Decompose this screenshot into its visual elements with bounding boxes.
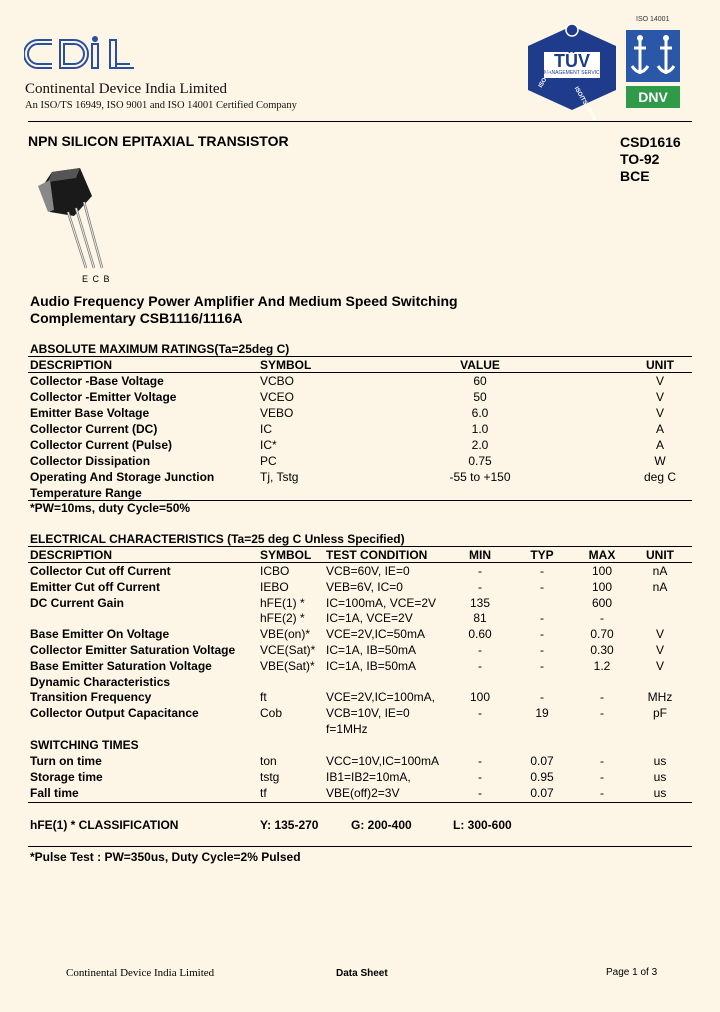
row-symbol: VBE(Sat)* [260, 658, 315, 673]
row-unit: nA [652, 579, 668, 594]
pin-labels: E C B [82, 274, 111, 284]
row-min: 100 [469, 690, 491, 705]
characteristic-row [0, 721, 720, 737]
tuv-iso16949: ISO/TS 16949 [572, 86, 598, 122]
row-max: - [600, 706, 604, 721]
abs-max-row [0, 453, 720, 469]
row-value: -55 to +150 [449, 470, 511, 484]
row-description: Base Emitter Saturation Voltage [30, 658, 212, 673]
row-description: Collector Cut off Current [30, 564, 171, 578]
abs-max-header-row [0, 357, 720, 373]
abs-max-row [0, 421, 720, 437]
footer-company: Continental Device India Limited [66, 967, 215, 979]
row-typ: 0.07 [530, 785, 554, 800]
row-symbol: hFE(2) * [260, 611, 305, 626]
classification-y: Y: 135-270 [260, 818, 319, 832]
row-description: Collector -Emitter Voltage [30, 390, 177, 404]
row-min: - [478, 579, 482, 594]
row-max: 0.30 [590, 643, 614, 657]
abs-max-row [0, 485, 720, 501]
row-symbol: Cob [260, 706, 283, 721]
row-test-condition: VEB=6V, IC=0 [326, 579, 403, 594]
row-test-condition: VCC=10V,IC=100mA [326, 754, 439, 768]
row-unit: W [654, 454, 666, 468]
row-symbol: IC [260, 422, 272, 436]
characteristic-row [0, 689, 720, 705]
row-test-condition: IC=1A, IB=50mA [326, 658, 417, 673]
col-max: MAX [588, 548, 616, 562]
row-description: Transition Frequency [30, 690, 152, 705]
part-number: CSD1616 [620, 134, 681, 150]
classification-g: G: 200-400 [351, 818, 412, 832]
row-min: - [478, 643, 482, 657]
row-max: - [600, 611, 604, 626]
col-description: DESCRIPTION [30, 548, 113, 562]
row-unit: V [655, 658, 664, 673]
elec-header-row [0, 547, 720, 563]
col-description: DESCRIPTION [30, 358, 113, 372]
row-symbol: ft [260, 690, 267, 705]
row-value: 1.0 [471, 422, 489, 436]
row-max: - [600, 754, 604, 768]
row-unit: MHz [647, 690, 673, 705]
row-description: Emitter Cut off Current [30, 579, 160, 594]
col-value: VALUE [460, 358, 500, 372]
row-test-condition: f=1MHz [326, 722, 368, 736]
row-description: Collector -Base Voltage [30, 374, 164, 388]
row-test-condition: IC=1A, IB=50mA [326, 643, 417, 657]
abs-max-row [0, 373, 720, 389]
row-value: 50 [473, 390, 487, 404]
row-typ: - [540, 690, 544, 705]
row-unit: A [655, 438, 664, 452]
tuv-certification-badge [526, 24, 618, 122]
row-symbol: VCBO [260, 374, 295, 388]
row-description: DC Current Gain [30, 595, 125, 610]
row-test-condition: IB1=IB2=10mA, [326, 769, 411, 784]
row-unit: A [655, 422, 664, 436]
characteristic-row [0, 563, 720, 579]
abs-max-heading: ABSOLUTE MAXIMUM RATINGS(Ta=25deg C) [30, 342, 290, 356]
abs-max-row [0, 469, 720, 485]
pulse-test-note: *Pulse Test : PW=350us, Duty Cycle=2% Pulsed [30, 850, 301, 864]
row-description: Fall time [30, 785, 79, 800]
row-description: Collector Dissipation [30, 454, 151, 468]
row-test-condition: VCE=2V,IC=50mA [326, 627, 425, 642]
characteristic-row [0, 785, 720, 801]
footer-data-sheet: Data Sheet [336, 968, 388, 979]
col-unit: UNIT [646, 548, 674, 562]
row-max: 1.2 [593, 658, 611, 673]
row-description: Operating And Storage Junction [30, 470, 215, 484]
elec-bottom-rule [28, 802, 692, 803]
row-description: Turn on time [30, 754, 102, 768]
col-symbol: SYMBOL [260, 358, 312, 372]
classification-l: L: 300-600 [453, 818, 512, 832]
characteristic-row [0, 642, 720, 658]
row-unit: V [655, 406, 664, 420]
classification-label: hFE(1) * CLASSIFICATION [30, 818, 179, 832]
row-typ: - [540, 643, 544, 657]
characteristic-row [0, 658, 720, 674]
row-typ: 0.95 [530, 769, 554, 784]
row-description: Temperature Range [30, 486, 142, 500]
footer-page-number: Page 1 of 3 [606, 967, 658, 978]
characteristic-row [0, 595, 720, 611]
row-unit: us [653, 769, 667, 784]
row-min: - [478, 706, 482, 721]
tuv-iso9001: ISO 9001 [538, 64, 556, 89]
characteristic-row [0, 626, 720, 642]
characteristic-row [0, 769, 720, 785]
row-max: - [600, 785, 604, 800]
row-max: - [600, 690, 604, 705]
row-test-condition: VCB=60V, IE=0 [326, 564, 410, 578]
application-line2: Complementary CSB1116/1116A [30, 310, 243, 326]
application-line1: Audio Frequency Power Amplifier And Medium Speed Switching [30, 293, 458, 309]
row-symbol: ton [260, 754, 277, 768]
row-unit: V [655, 374, 664, 388]
row-symbol: IEBO [260, 579, 289, 594]
row-symbol: VBE(on)* [260, 627, 311, 642]
row-typ: - [540, 627, 544, 642]
row-unit: nA [652, 564, 668, 578]
row-max: 100 [591, 564, 613, 578]
row-typ: - [540, 564, 544, 578]
row-description: Collector Output Capacitance [30, 706, 199, 721]
row-min: - [478, 658, 482, 673]
row-unit: pF [652, 706, 667, 721]
classification-rule [28, 846, 692, 847]
row-description: Dynamic Characteristics [30, 674, 171, 689]
row-max: - [600, 769, 604, 784]
col-unit: UNIT [646, 358, 674, 372]
characteristic-row [0, 753, 720, 769]
row-symbol: VCE(Sat)* [260, 643, 316, 657]
pinout: BCE [620, 168, 650, 184]
row-typ: - [540, 611, 544, 626]
row-typ: 0.07 [530, 754, 554, 768]
row-max: 0.70 [590, 627, 614, 642]
row-typ: - [540, 658, 544, 673]
characteristic-row [0, 579, 720, 595]
row-unit: deg C [643, 470, 677, 484]
col-typ: TYP [530, 548, 554, 562]
row-description: Base Emitter On Voltage [30, 627, 170, 642]
switching-heading: SWITCHING TIMES [30, 738, 139, 752]
row-max: 100 [591, 579, 613, 594]
row-description: Collector Current (DC) [30, 422, 158, 436]
row-symbol: VEBO [260, 406, 294, 420]
row-symbol: tf [260, 785, 267, 800]
package-type: TO-92 [620, 151, 660, 167]
row-min: 0.60 [468, 627, 492, 642]
characteristic-row [0, 610, 720, 626]
row-test-condition: VCE=2V,IC=100mA, [326, 690, 435, 705]
row-symbol: Tj, Tstg [260, 470, 299, 484]
product-type-title: NPN SILICON EPITAXIAL TRANSISTOR [28, 133, 289, 149]
row-value: 2.0 [471, 438, 489, 452]
row-unit: V [655, 390, 664, 404]
characteristic-row [0, 705, 720, 721]
row-test-condition: IC=100mA, VCE=2V [326, 595, 437, 610]
row-max: 600 [591, 595, 613, 610]
certification-statement: An ISO/TS 16949, ISO 9001 and ISO 14001 Certified Company [25, 100, 297, 111]
elec-heading: ELECTRICAL CHARACTERISTICS (Ta=25 deg C Unless Specified) [30, 532, 405, 546]
row-description: Collector Current (Pulse) [30, 438, 173, 452]
tuv-subtext: MANAGEMENT SERVICE [544, 70, 603, 76]
row-min: - [478, 769, 482, 784]
row-min: 81 [473, 611, 487, 626]
row-typ: 19 [535, 706, 549, 721]
col-test-condition: TEST CONDITION [326, 548, 428, 562]
row-min: - [478, 754, 482, 768]
dnv-badge [626, 30, 680, 110]
tuv-text: TÜV [554, 51, 590, 71]
row-min: 135 [469, 595, 491, 610]
header-divider [28, 121, 692, 122]
row-test-condition: VCB=10V, IE=0 [326, 706, 410, 721]
row-value: 0.75 [468, 454, 492, 468]
abs-max-row [0, 389, 720, 405]
row-value: 6.0 [471, 406, 489, 420]
row-min: - [478, 785, 482, 800]
row-value: 60 [473, 374, 487, 388]
row-unit: us [653, 785, 667, 800]
row-description: Storage time [30, 769, 103, 784]
iso14001-label: ISO 14001 [636, 16, 670, 23]
row-symbol: VCEO [260, 390, 295, 404]
classification-row [0, 817, 720, 833]
to92-package-image [30, 160, 120, 275]
row-test-condition: IC=1A, VCE=2V [326, 611, 413, 626]
row-symbol: PC [260, 454, 277, 468]
row-symbol: ICBO [260, 564, 290, 578]
col-symbol: SYMBOL [260, 548, 312, 562]
row-unit: V [655, 643, 664, 657]
row-symbol: hFE(1) * [260, 595, 305, 610]
row-unit: V [655, 627, 664, 642]
abs-max-row [0, 437, 720, 453]
company-name: Continental Device India Limited [25, 81, 228, 97]
row-unit: us [653, 754, 667, 768]
row-symbol: IC* [260, 438, 277, 452]
row-test-condition: VBE(off)2=3V [326, 785, 400, 800]
row-min: - [478, 564, 482, 578]
characteristic-row [0, 674, 720, 690]
cdil-logo [24, 34, 136, 74]
row-description: Collector Emitter Saturation Voltage [30, 643, 236, 657]
abs-max-note: *PW=10ms, duty Cycle=50% [30, 501, 191, 515]
dnv-text: DNV [638, 89, 668, 105]
row-description: Emitter Base Voltage [30, 406, 150, 420]
abs-max-row [0, 405, 720, 421]
row-typ: - [540, 579, 544, 594]
col-min: MIN [469, 548, 491, 562]
row-symbol: tstg [260, 769, 280, 784]
